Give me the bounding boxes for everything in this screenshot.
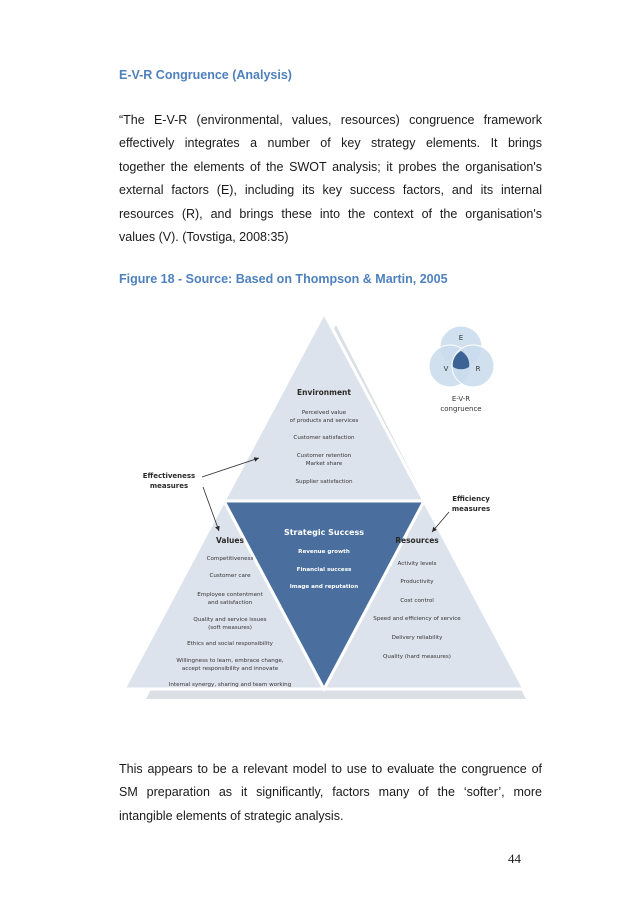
values-item: Ethics and social responsibility (187, 641, 273, 647)
values-item: Competitiveness (206, 556, 254, 562)
values-item: Willingness to learn, embrace change, (176, 658, 284, 664)
values-item: Employee contentment (197, 592, 263, 598)
venn-caption: E-V-R (451, 395, 471, 403)
quote-line: effectively integrates a number of key strategy elements. It brings (119, 136, 542, 151)
resources-item: Quality (hard measures) (383, 654, 451, 660)
environment-title: Environment (297, 388, 351, 397)
resources-item: Cost control (400, 598, 434, 604)
resources-item: Activity levels (397, 561, 437, 567)
venn-r-label: R (475, 365, 481, 373)
values-title: Values (216, 536, 244, 545)
efficiency-label: Efficiency (452, 495, 490, 503)
quote-line: resources (R), and brings these into the context of the organisation's (119, 206, 542, 221)
strategic-item: Revenue growth (298, 549, 350, 555)
values-item: Internal synergy, sharing and team working (168, 682, 292, 688)
evr-venn (429, 326, 494, 413)
closing-line: SM preparation as it significantly, factors many of the ‘softer’, more (119, 785, 542, 800)
closing-paragraph (119, 758, 542, 828)
resources-item: Productivity (400, 579, 434, 585)
resources-item: Delivery reliability (391, 635, 443, 641)
strategic-item: Image and reputation (289, 584, 359, 590)
environment-item: Customer satisfaction (293, 435, 355, 441)
page-number: 44 (508, 851, 521, 866)
environment-item: Perceived value (301, 410, 347, 416)
quote-line: “The E-V-R (environmental, values, resources) congruence framework (119, 113, 542, 127)
values-item: Quality and service issues (193, 617, 267, 623)
values-item: (soft measures) (208, 625, 252, 631)
strategic-item: Financial success (296, 567, 352, 573)
quote-line: values (V). (Tovstiga, 2008:35) (119, 229, 289, 244)
evr-congruence-diagram (119, 300, 546, 735)
quote-paragraph (119, 109, 542, 249)
effectiveness-label: measures (149, 482, 189, 490)
resources-item: Speed and efficiency of service (373, 616, 461, 622)
section-heading: E-V-R Congruence (Analysis) (119, 68, 292, 82)
diagram-svg (119, 300, 546, 735)
environment-item: Customer retention (296, 453, 352, 459)
resources-title: Resources (395, 536, 439, 545)
venn-caption: congruence (440, 405, 482, 413)
venn-e-label: E (458, 334, 464, 342)
quote-line: external factors (E), including its key success factors, and its internal (119, 183, 542, 198)
environment-triangle (224, 313, 424, 501)
environment-item: Market share (305, 461, 343, 467)
effectiveness-label: Effectiveness (142, 472, 196, 480)
environment-item: of products and services (289, 418, 359, 424)
efficiency-label: measures (451, 505, 491, 513)
quote-line: together the elements of the SWOT analysis; it probes the organisation's (119, 159, 542, 174)
closing-line: intangible elements of strategic analysis. (119, 808, 344, 823)
strategic-success-title: Strategic Success (283, 528, 365, 537)
values-item: Customer care (209, 573, 251, 579)
values-item: and satisfaction (207, 600, 253, 606)
environment-item: Supplier satisfaction (295, 479, 353, 485)
values-item: accept responsibility and innovate (181, 666, 279, 672)
figure-caption: Figure 18 - Source: Based on Thompson & Martin, 2005 (119, 272, 448, 286)
venn-v-label: V (443, 365, 449, 373)
closing-line: This appears to be a relevant model to use to evaluate the congruence of (119, 762, 542, 776)
